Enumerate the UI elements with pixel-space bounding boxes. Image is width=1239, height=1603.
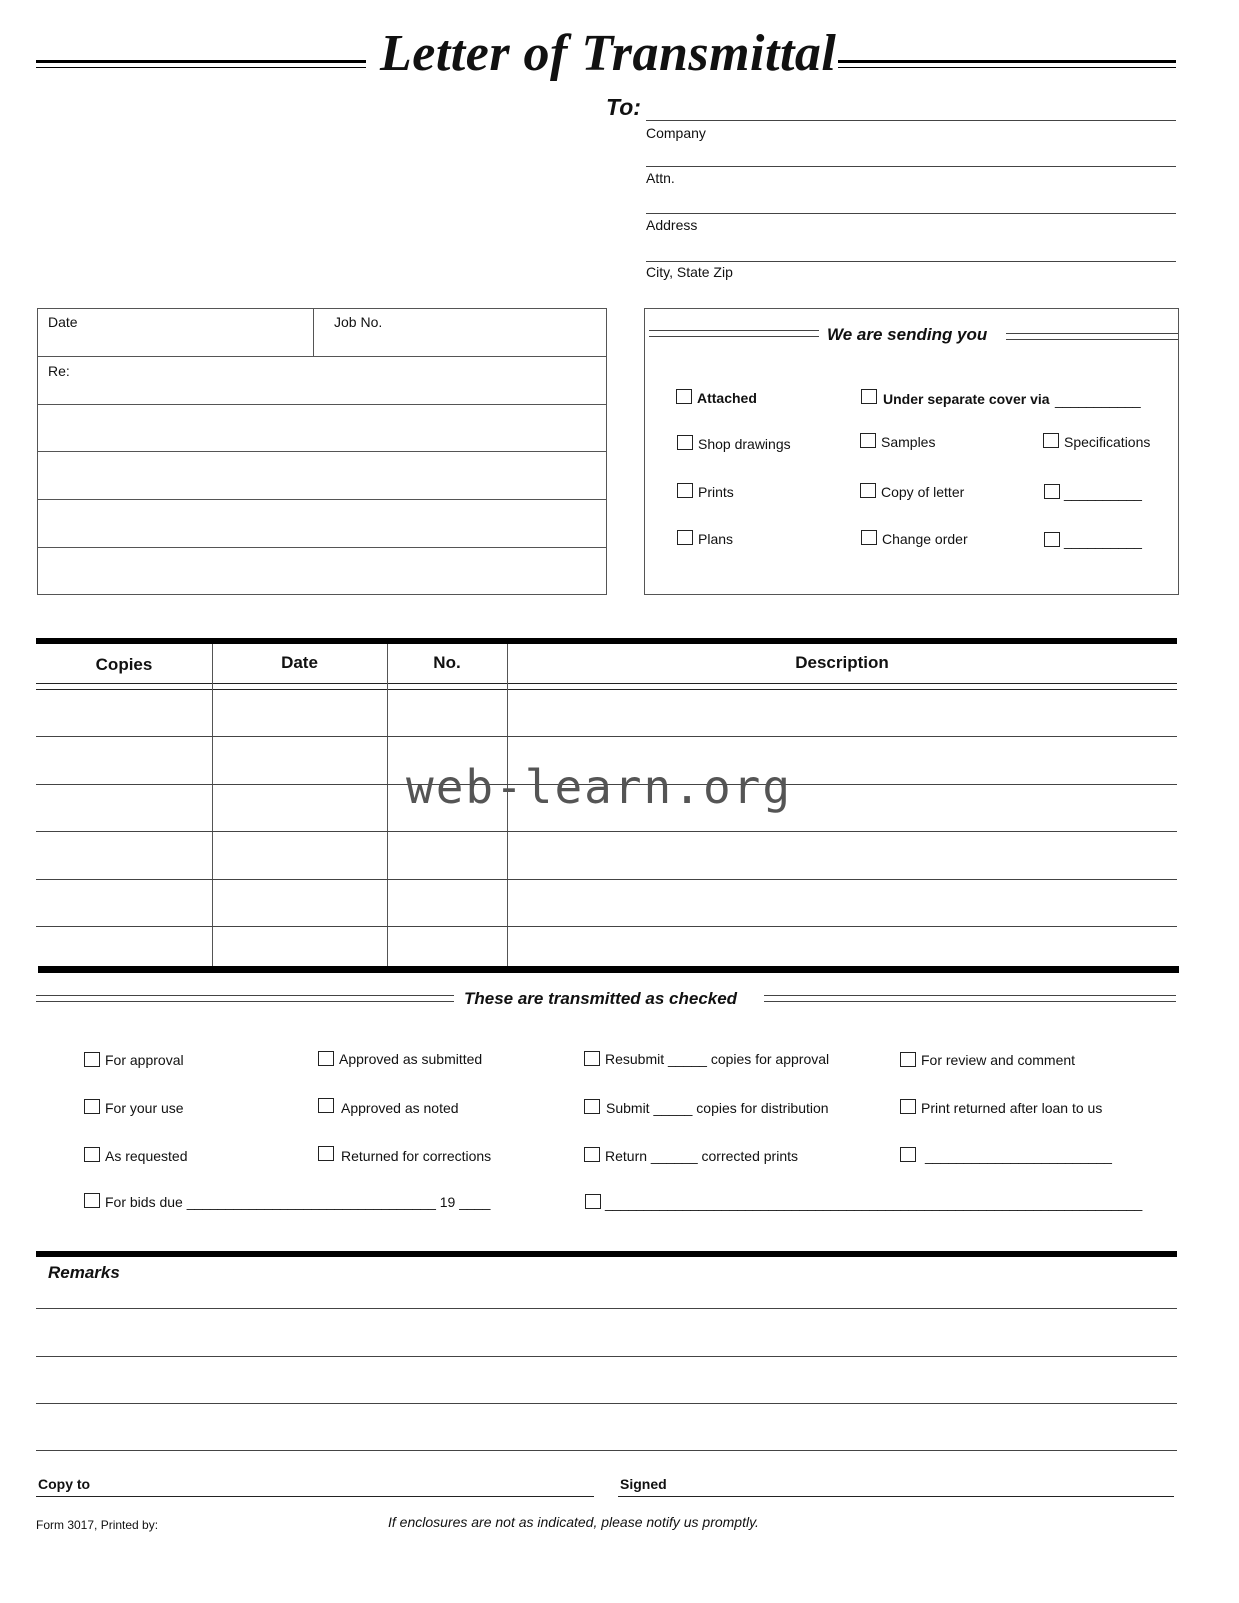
page-title: Letter of Transmittal — [380, 25, 837, 82]
other-transmit-checkbox[interactable] — [900, 1147, 916, 1162]
info-row-line — [37, 547, 607, 548]
title-rule-right-bottom — [838, 67, 1176, 68]
remarks-top-rule — [36, 1251, 1177, 1257]
prints-label: Prints — [698, 484, 734, 500]
copy-of-letter-checkbox[interactable] — [860, 483, 876, 498]
title-rule-right-top — [838, 60, 1176, 63]
approved-as-noted-label: Approved as noted — [341, 1100, 459, 1116]
other-checkbox-2[interactable] — [1044, 532, 1060, 547]
print-returned-checkbox[interactable] — [900, 1099, 916, 1114]
return-prints-checkbox[interactable] — [584, 1147, 600, 1162]
attached-label: Attached — [697, 390, 757, 406]
date-field-label: Date — [48, 314, 78, 330]
address-line[interactable] — [646, 213, 1176, 214]
attn-label: Attn. — [646, 170, 675, 186]
samples-label: Samples — [881, 434, 936, 450]
remarks-line[interactable] — [36, 1450, 1177, 1451]
approved-as-submitted-label: Approved as submitted — [339, 1051, 483, 1067]
table-column-divider — [387, 644, 388, 967]
other-blank-1[interactable]: __________ — [1064, 485, 1142, 501]
shop-drawings-checkbox[interactable] — [677, 435, 693, 450]
separate-cover-label: Under separate cover via — [883, 391, 1050, 407]
info-row-line — [37, 499, 607, 500]
address-label: Address — [646, 217, 698, 233]
job-number-label: Job No. — [334, 314, 383, 330]
table-row[interactable] — [36, 926, 1177, 927]
company-label: Company — [646, 125, 706, 141]
city-label: City, State Zip — [646, 264, 733, 280]
copies-header: Copies — [95, 655, 153, 674]
info-row-line — [37, 356, 607, 357]
table-row[interactable] — [36, 736, 1177, 737]
specifications-checkbox[interactable] — [1043, 433, 1059, 448]
attached-checkbox[interactable] — [676, 389, 692, 404]
title-rule-left-bottom — [36, 67, 366, 68]
transmitted-rule — [764, 995, 1176, 996]
for-review-label: For review and comment — [921, 1052, 1076, 1068]
shop-drawings-label: Shop drawings — [698, 436, 791, 452]
plans-label: Plans — [698, 531, 734, 547]
submit-label: Submit _____ copies for distribution — [606, 1100, 829, 1116]
prints-checkbox[interactable] — [677, 483, 693, 498]
for-your-use-label: For your use — [105, 1100, 184, 1116]
for-review-checkbox[interactable] — [900, 1052, 916, 1067]
to-label: To: — [606, 94, 641, 120]
return-prints-label: Return ______ corrected prints — [605, 1148, 798, 1164]
separate-cover-checkbox[interactable] — [861, 389, 877, 404]
other-transmit-blank[interactable]: ________________________ — [925, 1148, 1112, 1164]
returned-corrections-checkbox[interactable] — [318, 1146, 334, 1161]
sending-heading: We are sending you — [827, 325, 988, 344]
table-row[interactable] — [36, 831, 1177, 832]
table-top-rule — [36, 638, 1177, 644]
resubmit-label: Resubmit _____ copies for approval — [605, 1051, 830, 1067]
remarks-line[interactable] — [36, 1356, 1177, 1357]
samples-checkbox[interactable] — [860, 433, 876, 448]
specifications-label: Specifications — [1064, 434, 1151, 450]
city-line[interactable] — [646, 261, 1176, 262]
info-divider — [313, 308, 314, 356]
copy-to-label: Copy to — [38, 1476, 91, 1492]
other-blank-2[interactable]: __________ — [1064, 533, 1142, 549]
info-row-line — [37, 404, 607, 405]
sending-rule — [1006, 333, 1178, 334]
approved-as-submitted-checkbox[interactable] — [318, 1051, 334, 1066]
print-returned-label: Print returned after loan to us — [921, 1100, 1103, 1116]
submit-checkbox[interactable] — [584, 1099, 600, 1114]
form-number: Form 3017, Printed by: — [36, 1518, 159, 1532]
other-long-checkbox[interactable] — [585, 1194, 601, 1209]
signed-line[interactable] — [618, 1496, 1174, 1497]
change-order-label: Change order — [882, 531, 968, 547]
attn-line[interactable] — [646, 166, 1176, 167]
sending-rule — [1006, 339, 1178, 340]
signed-label: Signed — [620, 1476, 667, 1492]
other-long-blank[interactable]: _____________________________________________________________________ — [605, 1195, 1143, 1211]
for-approval-label: For approval — [105, 1052, 184, 1068]
plans-checkbox[interactable] — [677, 530, 693, 545]
copy-of-letter-label: Copy of letter — [881, 484, 965, 500]
remarks-line[interactable] — [36, 1403, 1177, 1404]
sending-rule — [649, 336, 819, 337]
remarks-label: Remarks — [48, 1263, 120, 1282]
as-requested-label: As requested — [105, 1148, 188, 1164]
header-rule — [36, 689, 1177, 690]
separate-cover-blank[interactable]: ___________ — [1055, 392, 1141, 408]
header-rule — [36, 683, 1177, 684]
company-line[interactable] — [646, 120, 1176, 121]
date-header: Date — [281, 653, 318, 672]
table-row[interactable] — [36, 879, 1177, 880]
for-bids-due-label[interactable]: For bids due ________________________________ 19 ____ — [105, 1194, 491, 1210]
transmitted-rule — [764, 1001, 1176, 1002]
number-header: No. — [433, 653, 461, 672]
table-bottom-rule — [38, 966, 1179, 973]
transmitted-rule — [36, 995, 454, 996]
transmitted-heading: These are transmitted as checked — [464, 989, 738, 1008]
watermark: web-learn.org — [406, 760, 793, 814]
title-rule-left-top — [36, 60, 366, 63]
returned-corrections-label: Returned for corrections — [341, 1148, 492, 1164]
for-your-use-checkbox[interactable] — [84, 1099, 100, 1114]
info-row-line — [37, 451, 607, 452]
description-header: Description — [795, 653, 889, 672]
transmitted-rule — [36, 1001, 454, 1002]
table-column-divider — [212, 644, 213, 967]
notice-text: If enclosures are not as indicated, please notify us promptly. — [388, 1514, 759, 1530]
for-approval-checkbox[interactable] — [84, 1052, 100, 1067]
re-label: Re: — [48, 363, 70, 379]
change-order-checkbox[interactable] — [861, 530, 877, 545]
approved-as-noted-checkbox[interactable] — [318, 1098, 334, 1113]
for-bids-due-checkbox[interactable] — [84, 1193, 100, 1208]
as-requested-checkbox[interactable] — [84, 1147, 100, 1162]
other-checkbox-1[interactable] — [1044, 484, 1060, 499]
remarks-line[interactable] — [36, 1308, 1177, 1309]
sending-rule — [649, 330, 819, 331]
resubmit-checkbox[interactable] — [584, 1051, 600, 1066]
copy-to-line[interactable] — [36, 1496, 594, 1497]
